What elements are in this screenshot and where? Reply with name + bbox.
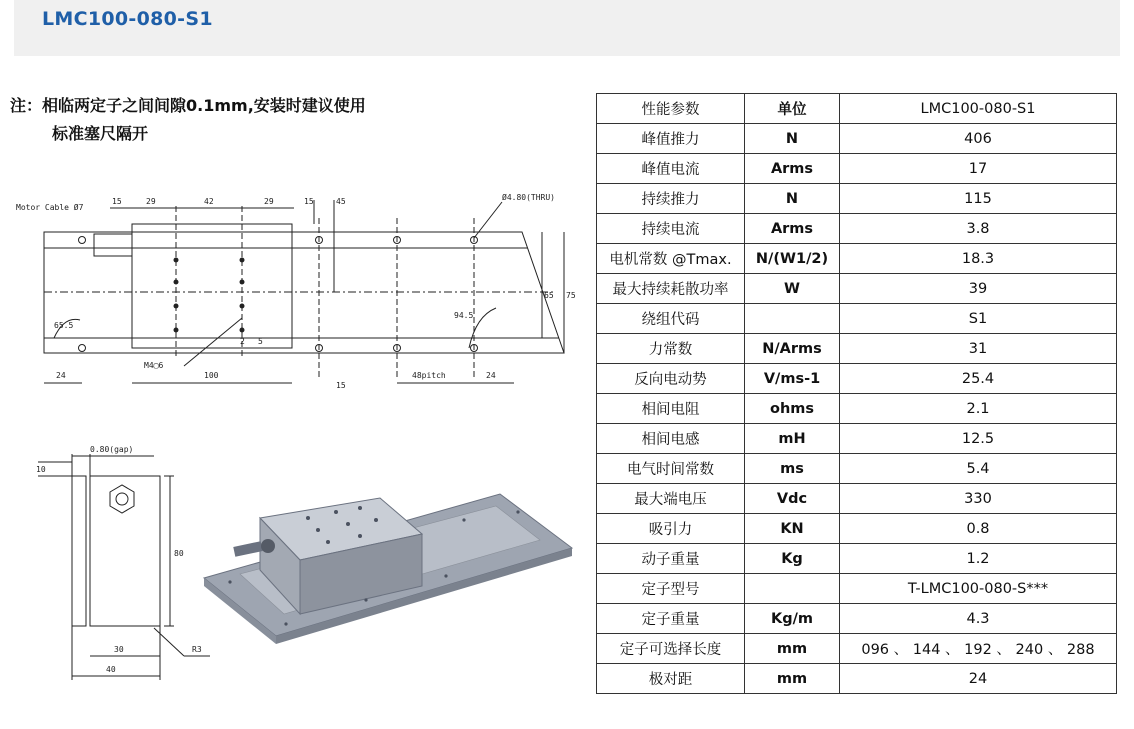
param-name: 最大端电压 — [597, 484, 745, 514]
param-name: 峰值电流 — [597, 154, 745, 184]
table-row — [597, 364, 1117, 394]
table-row — [597, 664, 1117, 694]
table-row — [597, 574, 1117, 604]
param-name: 极对距 — [597, 664, 745, 694]
table-row — [597, 154, 1117, 184]
param-name: 持续电流 — [597, 214, 745, 244]
gap-label: 0.80(gap) — [90, 445, 134, 454]
dim-2: 2 — [240, 337, 245, 346]
param-name: 相间电阻 — [597, 394, 745, 424]
param-name: 动子重量 — [597, 544, 745, 574]
dim-10: 10 — [36, 465, 46, 474]
param-name: 持续推力 — [597, 184, 745, 214]
param-value: 096 、 144 、 192 、 240 、 288 — [840, 634, 1117, 664]
table-row — [597, 214, 1117, 244]
table-row — [597, 124, 1117, 154]
pitch-label: 48pitch — [412, 371, 446, 380]
param-value: 0.8 — [840, 514, 1117, 544]
param-unit: Arms — [745, 154, 840, 184]
dim-5: 5 — [258, 337, 263, 346]
dim-75: 75 — [566, 291, 576, 300]
param-unit: N — [745, 184, 840, 214]
table-row — [597, 514, 1117, 544]
dim-40: 40 — [106, 665, 116, 674]
param-unit: V/ms-1 — [745, 364, 840, 394]
dim-30: 30 — [114, 645, 124, 654]
note-line-1: 注：相临两定子之间间隙0.1mm,安装时建议使用 — [10, 96, 366, 115]
dim-100: 100 — [204, 371, 219, 380]
param-value: 1.2 — [840, 544, 1117, 574]
header-bar — [14, 0, 1120, 56]
dim-15-left: 15 — [112, 197, 122, 206]
table-row — [597, 454, 1117, 484]
param-unit: mm — [745, 634, 840, 664]
param-unit: Kg — [745, 544, 840, 574]
radius-label: R3 — [192, 645, 202, 654]
param-name: 最大持续耗散功率 — [597, 274, 745, 304]
param-unit: Kg/m — [745, 604, 840, 634]
dim-29-right: 29 — [264, 197, 274, 206]
dim-29-left: 29 — [146, 197, 156, 206]
motor-cable-label: Motor Cable Ø7 — [16, 203, 84, 212]
param-value: 2.1 — [840, 394, 1117, 424]
param-value: LMC100-080-S1 — [840, 94, 1117, 124]
param-name: 定子型号 — [597, 574, 745, 604]
dim-65-5: 65.5 — [54, 321, 74, 330]
dim-45: 45 — [336, 197, 346, 206]
table-row — [597, 424, 1117, 454]
dim-15-bottom: 15 — [336, 381, 346, 390]
param-value: 115 — [840, 184, 1117, 214]
param-unit: 单位 — [745, 94, 840, 124]
param-name: 力常数 — [597, 334, 745, 364]
param-value: 18.3 — [840, 244, 1117, 274]
param-unit: N/(W1/2) — [745, 244, 840, 274]
table-row — [597, 244, 1117, 274]
param-value: 39 — [840, 274, 1117, 304]
param-value: 5.4 — [840, 454, 1117, 484]
param-value: 12.5 — [840, 424, 1117, 454]
thread-label: M4▢6 — [144, 361, 164, 370]
param-unit: KN — [745, 514, 840, 544]
param-name: 反向电动势 — [597, 364, 745, 394]
top-view-drawing — [14, 188, 574, 398]
param-name: 定子重量 — [597, 604, 745, 634]
param-name: 性能参数 — [597, 94, 745, 124]
table-row — [597, 604, 1117, 634]
dim-65: 65 — [544, 291, 554, 300]
table-row — [597, 274, 1117, 304]
param-unit: ohms — [745, 394, 840, 424]
table-row — [597, 544, 1117, 574]
param-unit: mH — [745, 424, 840, 454]
dim-24-right: 24 — [486, 371, 496, 380]
param-value: 24 — [840, 664, 1117, 694]
param-value: 3.8 — [840, 214, 1117, 244]
param-value: T-LMC100-080-S*** — [840, 574, 1117, 604]
param-unit: ms — [745, 454, 840, 484]
table-row — [597, 484, 1117, 514]
param-unit: W — [745, 274, 840, 304]
spec-table — [596, 93, 1117, 694]
param-unit: Vdc — [745, 484, 840, 514]
param-name: 吸引力 — [597, 514, 745, 544]
table-row — [597, 184, 1117, 214]
param-unit: mm — [745, 664, 840, 694]
param-value: 4.3 — [840, 604, 1117, 634]
table-row — [597, 634, 1117, 664]
param-value: 17 — [840, 154, 1117, 184]
param-unit — [745, 304, 840, 334]
dim-94-5: 94.5 — [454, 311, 474, 320]
param-unit: N — [745, 124, 840, 154]
table-row — [597, 394, 1117, 424]
dim-15-top: 15 — [304, 197, 314, 206]
param-name: 定子可选择长度 — [597, 634, 745, 664]
param-name: 电机常数 @Tmax. — [597, 244, 745, 274]
param-unit: Arms — [745, 214, 840, 244]
param-unit: N/Arms — [745, 334, 840, 364]
param-value: 25.4 — [840, 364, 1117, 394]
param-value: S1 — [840, 304, 1117, 334]
param-name: 电气时间常数 — [597, 454, 745, 484]
note-line-2: 标准塞尺隔开 — [52, 124, 149, 143]
param-value: 406 — [840, 124, 1117, 154]
param-name: 绕组代码 — [597, 304, 745, 334]
param-value: 31 — [840, 334, 1117, 364]
dim-24-left: 24 — [56, 371, 66, 380]
table-row — [597, 334, 1117, 364]
param-name: 相间电感 — [597, 424, 745, 454]
param-name: 峰值推力 — [597, 124, 745, 154]
table-row — [597, 304, 1117, 334]
table-header-row — [597, 94, 1117, 124]
page-title: LMC100-080-S1 — [42, 8, 213, 30]
motor-3d-render — [200, 490, 580, 650]
dim-80: 80 — [174, 549, 184, 558]
hole-callout-label: Ø4.80(THRU) — [502, 193, 555, 202]
dim-42: 42 — [204, 197, 214, 206]
param-unit — [745, 574, 840, 604]
side-view-drawing — [14, 436, 214, 692]
param-value: 330 — [840, 484, 1117, 514]
installation-note — [10, 92, 366, 148]
